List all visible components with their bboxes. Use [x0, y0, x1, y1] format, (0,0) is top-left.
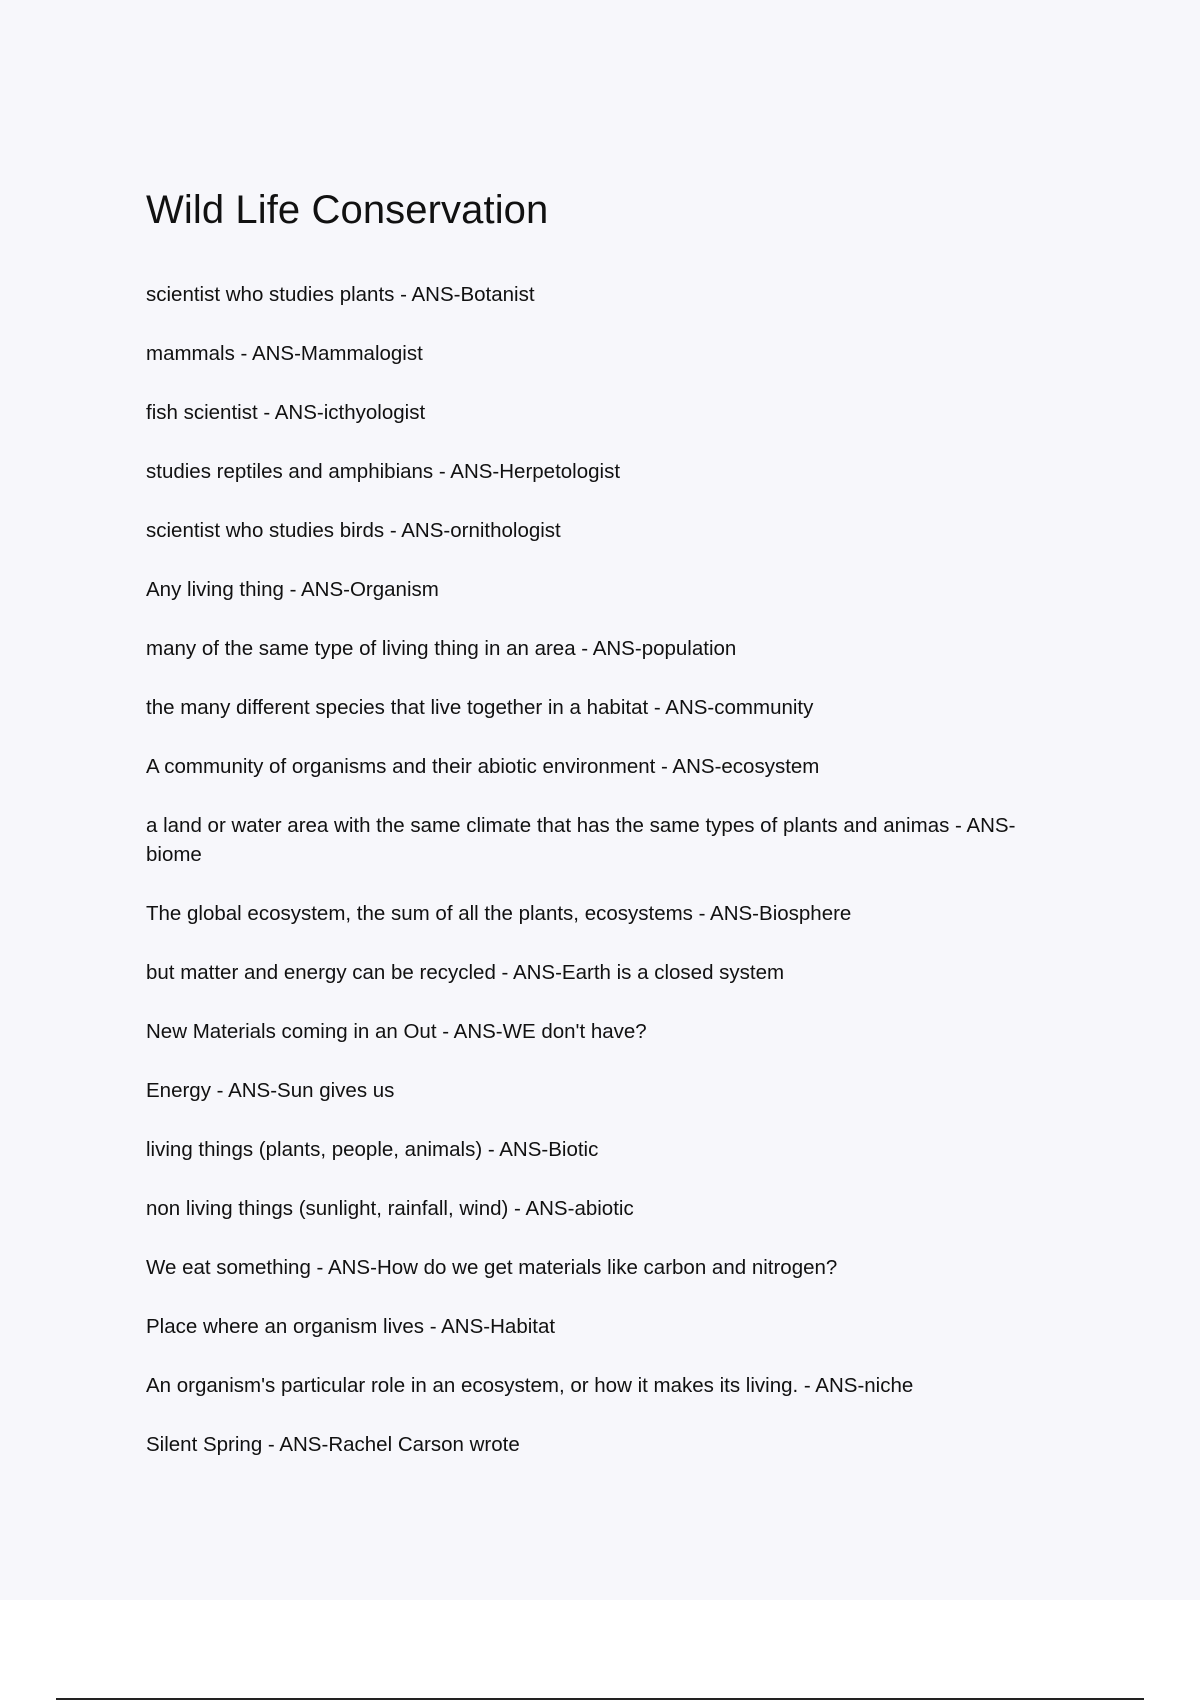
- qa-answer-prefix: ANS-: [966, 814, 1016, 837]
- qa-item: [146, 280, 1046, 309]
- qa-answer-prefix: ANS-: [441, 1315, 491, 1338]
- qa-separator: -: [424, 1315, 442, 1338]
- qa-separator: -: [508, 1197, 526, 1220]
- qa-separator: -: [798, 1374, 816, 1397]
- qa-prompt: A community of organisms and their abiotic environment: [146, 755, 656, 778]
- qa-answer-prefix: ANS-: [512, 961, 562, 984]
- qa-answer: Organism: [349, 578, 439, 601]
- qa-prompt: studies reptiles and amphibians: [146, 460, 434, 483]
- qa-prompt: mammals: [146, 342, 235, 365]
- qa-answer: population: [641, 637, 737, 660]
- qa-prompt: Place where an organism lives: [146, 1315, 425, 1338]
- qa-item: [146, 1135, 1046, 1164]
- qa-answer: ecosystem: [721, 755, 820, 778]
- qa-separator: -: [257, 401, 275, 424]
- qa-separator: -: [575, 637, 593, 660]
- qa-separator: -: [262, 1433, 280, 1456]
- qa-answer: Herpetologist: [499, 460, 621, 483]
- qa-answer: Botanist: [460, 283, 535, 306]
- qa-answer-prefix: ANS-: [251, 342, 301, 365]
- qa-answer: abiotic: [574, 1197, 634, 1220]
- qa-answer-prefix: ANS-: [274, 401, 324, 424]
- qa-answer: Biotic: [548, 1138, 599, 1161]
- qa-prompt: New Materials coming in an Out: [146, 1020, 437, 1043]
- qa-item: [146, 958, 1046, 987]
- qa-answer: ornithologist: [450, 519, 561, 542]
- qa-prompt: living things (plants, people, animals): [146, 1138, 483, 1161]
- qa-item: [146, 1076, 1046, 1105]
- qa-separator: -: [394, 283, 412, 306]
- qa-item: [146, 516, 1046, 545]
- qa-item: [146, 1312, 1046, 1341]
- qa-item: [146, 899, 1046, 928]
- qa-answer-prefix: ANS-: [710, 902, 760, 925]
- qa-separator: -: [692, 902, 711, 925]
- qa-answer: icthyologist: [323, 401, 426, 424]
- qa-separator: -: [283, 578, 301, 601]
- qa-prompt: The global ecosystem, the sum of all the plants, ecosystems: [146, 902, 693, 925]
- qa-answer-prefix: ANS-: [401, 519, 451, 542]
- qa-separator: -: [310, 1256, 328, 1279]
- qa-item: [146, 1253, 1046, 1282]
- qa-answer-prefix: ANS-: [279, 1433, 329, 1456]
- qa-answer: niche: [864, 1374, 914, 1397]
- qa-answer: Mammalogist: [300, 342, 423, 365]
- qa-item: [146, 1194, 1046, 1223]
- qa-separator: -: [495, 961, 513, 984]
- qa-prompt: An organism's particular role in an ecosystem, or how it makes its living.: [146, 1374, 799, 1397]
- qa-answer-prefix: ANS-: [499, 1138, 549, 1161]
- qa-prompt: fish scientist: [146, 401, 258, 424]
- qa-prompt: We eat something: [146, 1256, 311, 1279]
- qa-prompt: non living things (sunlight, rainfall, wind): [146, 1197, 509, 1220]
- qa-answer-prefix: ANS-: [300, 578, 350, 601]
- qa-item: [146, 339, 1046, 368]
- qa-prompt: the many different species that live together in a habitat: [146, 696, 649, 719]
- qa-item: [146, 693, 1046, 722]
- qa-answer-prefix: ANS-: [815, 1374, 865, 1397]
- qa-answer-prefix: ANS-: [411, 283, 461, 306]
- qa-separator: -: [482, 1138, 500, 1161]
- qa-prompt: Any living thing: [146, 578, 284, 601]
- qa-item: [146, 634, 1046, 663]
- qa-answer: Biosphere: [759, 902, 852, 925]
- qa-separator: -: [210, 1079, 229, 1102]
- qa-separator: -: [436, 1020, 454, 1043]
- qa-answer-prefix: ANS-: [672, 755, 722, 778]
- qa-answer-prefix: ANS-: [453, 1020, 503, 1043]
- qa-item: [146, 1017, 1046, 1046]
- qa-separator: -: [655, 755, 673, 778]
- qa-answer-prefix: ANS-: [450, 460, 500, 483]
- qa-list: [146, 280, 1046, 1489]
- qa-separator: -: [433, 460, 451, 483]
- qa-answer: How do we get materials like carbon and nitrogen?: [376, 1256, 838, 1279]
- qa-item: [146, 575, 1046, 604]
- qa-separator: -: [949, 814, 967, 837]
- qa-answer: WE don't have?: [502, 1020, 647, 1043]
- qa-answer: Sun gives us: [277, 1079, 395, 1102]
- qa-item: [146, 752, 1046, 781]
- qa-item: [146, 398, 1046, 427]
- qa-separator: -: [384, 519, 402, 542]
- qa-answer-prefix: ANS-: [228, 1079, 278, 1102]
- qa-item: [146, 1430, 1046, 1459]
- page-title: Wild Life Conservation: [146, 188, 549, 232]
- qa-prompt: Energy: [146, 1079, 211, 1102]
- qa-item: [146, 811, 1046, 869]
- qa-prompt: Silent Spring: [146, 1433, 263, 1456]
- qa-prompt: but matter and energy can be recycled: [146, 961, 496, 984]
- qa-item: [146, 1371, 1046, 1400]
- qa-item: [146, 457, 1046, 486]
- qa-answer: Rachel Carson wrote: [328, 1433, 520, 1456]
- qa-prompt: many of the same type of living thing in an area: [146, 637, 576, 660]
- qa-answer-prefix: ANS-: [525, 1197, 575, 1220]
- qa-answer: biome: [146, 843, 202, 866]
- qa-prompt: scientist who studies plants: [146, 283, 395, 306]
- qa-answer-prefix: ANS-: [327, 1256, 377, 1279]
- qa-separator: -: [648, 696, 666, 719]
- qa-prompt: a land or water area with the same climate that has the same types of plants and animas: [146, 814, 950, 837]
- qa-answer-prefix: ANS-: [592, 637, 642, 660]
- qa-answer: Habitat: [490, 1315, 556, 1338]
- qa-answer-prefix: ANS-: [665, 696, 715, 719]
- qa-prompt: scientist who studies birds: [146, 519, 385, 542]
- qa-answer: Earth is a closed system: [561, 961, 785, 984]
- qa-separator: -: [234, 342, 252, 365]
- qa-answer: community: [714, 696, 814, 719]
